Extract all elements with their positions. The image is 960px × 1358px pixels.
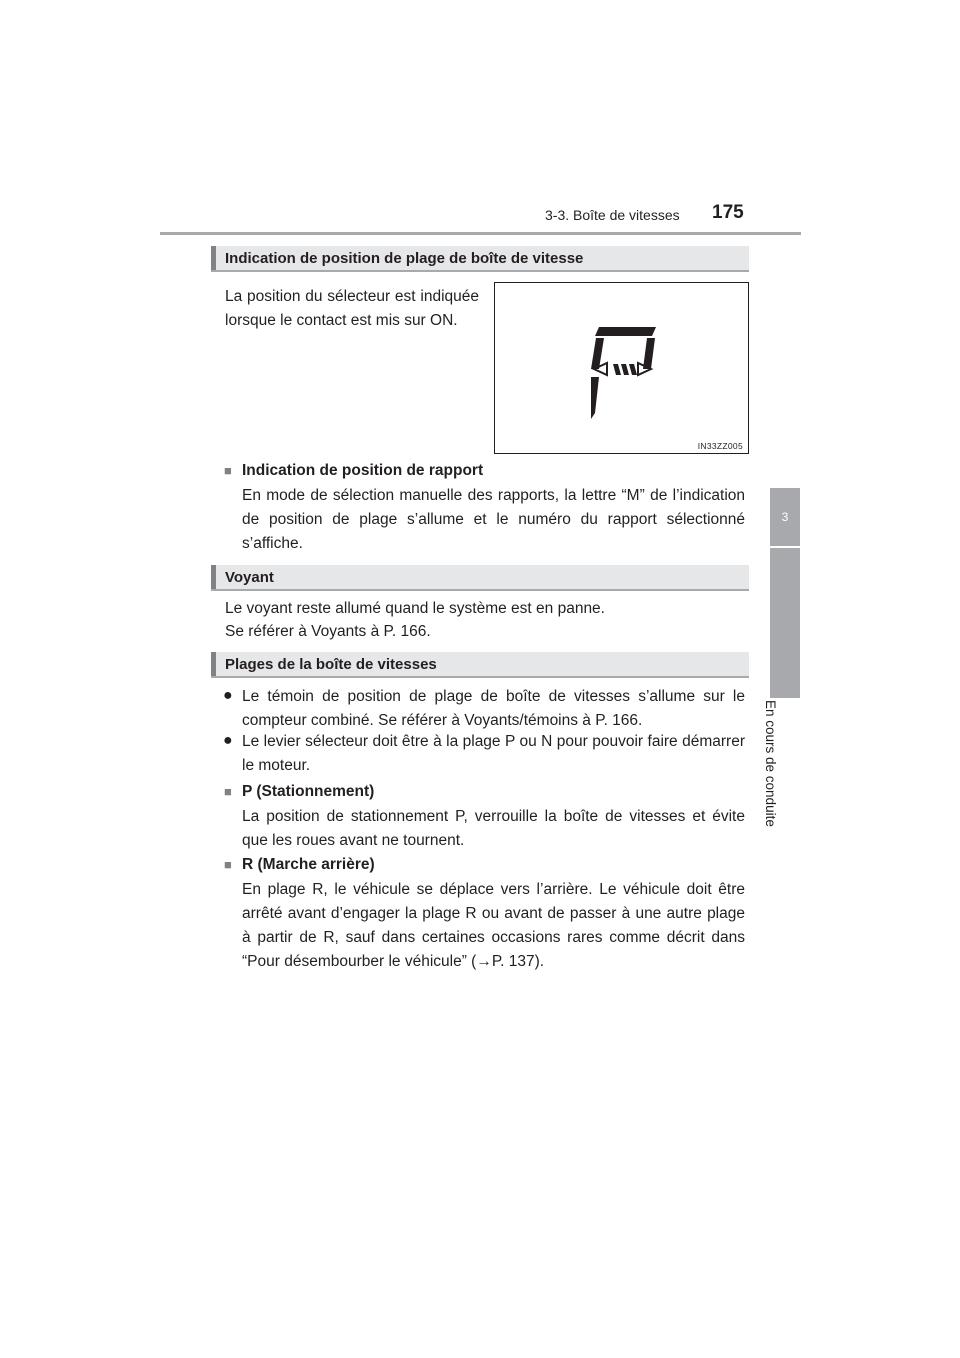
sub-heading-rapport: Indication de position de rapport: [242, 462, 484, 479]
rapport-text: En mode de sélection manuelle des rapports, la lettre “M” de l’indication de position de plage s’allume et le numéro du rapport sélectionné s’affiche.: [242, 487, 745, 552]
section-heading-plages: [211, 652, 749, 678]
segment-middle-bar-1: [613, 364, 621, 375]
gear-display-figure: [494, 282, 749, 454]
figure-code: IN33ZZ005: [697, 441, 743, 451]
header-rule: [160, 232, 801, 235]
chapter-tab-bar: [770, 548, 800, 698]
plages-bullet-2: Le levier sélecteur doit être à la plage P ou N pour pouvoir faire démarrer le moteur.: [242, 733, 745, 774]
segment-middle-bar-3: [629, 364, 637, 375]
section-heading-voyant: [211, 565, 749, 591]
square-bullet-icon: ■: [224, 857, 232, 872]
plages-bullet-1: Le témoin de position de plage de boîte de vitesses s’allume sur le compteur combiné. Se référer à Voyants/témoins à P. 166.: [242, 688, 745, 729]
chapter-tab-number: 3: [770, 488, 800, 546]
section-heading-text: Voyant: [225, 569, 274, 586]
sub-heading-marche-arriere: R (Marche arrière): [242, 856, 375, 873]
segment-middle-bar-2: [621, 364, 629, 375]
sub-heading-stationnement: P (Stationnement): [242, 783, 375, 800]
round-bullet-icon: ●: [223, 687, 233, 704]
running-header-section: 3-3. Boîte de vitesses: [545, 207, 680, 223]
section-heading-text: Indication de position de plage de boîte de vitesse: [225, 250, 584, 267]
segment-top: [595, 327, 656, 336]
marche-arriere-text: En plage R, le véhicule se déplace vers l’arrière. Le véhicule doit être arrêté avant d’engager la plage R ou avant de passer à une autre plage à partir de R, sauf dans certaines occasions rares comme décrit dans “Pour désembourber le véhicule” (→P. 137).: [242, 881, 745, 970]
segment-upper-right: [643, 338, 655, 369]
square-bullet-icon: ■: [224, 463, 232, 478]
voyant-line-1: Le voyant reste allumé quand le système est en panne.: [225, 600, 605, 617]
section-heading-text: Plages de la boîte de vitesses: [225, 656, 437, 673]
square-bullet-icon: ■: [224, 784, 232, 799]
page-number: 175: [712, 202, 744, 223]
voyant-line-2: Se référer à Voyants à P. 166.: [225, 623, 431, 640]
section-heading-indication: [211, 246, 749, 272]
chapter-tab-title: En cours de conduite: [763, 700, 778, 827]
chapter-tab-title-box: [763, 700, 798, 850]
indication-intro-text: La position du sélecteur est indiquée lorsque le contact est mis sur ON.: [225, 288, 479, 329]
stationnement-text: La position de stationnement P, verrouille la boîte de vitesses et évite que les roues avant ne tournent.: [242, 808, 745, 849]
gear-p-display-illustration: [495, 283, 748, 453]
segment-lower-left: [591, 377, 599, 419]
round-bullet-icon: ●: [223, 732, 233, 749]
